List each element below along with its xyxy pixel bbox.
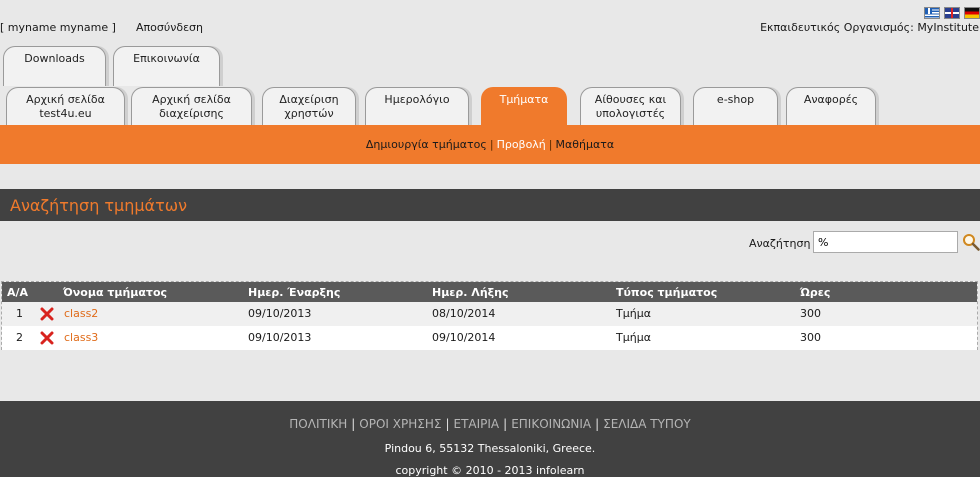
submenu-lessons[interactable]: Μαθήματα — [555, 138, 615, 151]
logout-link[interactable]: Αποσύνδεση — [136, 21, 203, 34]
user-name-link[interactable]: [ myname myname ] — [0, 21, 116, 34]
submenu-view[interactable]: Προβολή — [496, 138, 546, 151]
delete-icon[interactable] — [40, 307, 54, 321]
tab-user-management[interactable]: Διαχείριση χρηστών — [262, 87, 356, 125]
title-bar — [0, 189, 980, 221]
footer-address: Pindou 6, 55132 Thessaloniki, Greece. — [384, 442, 596, 455]
footer-link-policy[interactable]: ΠΟΛΙΤΙΚΗ — [289, 417, 348, 431]
tab-rooms-computers[interactable]: Αίθουσες και υπολογιστές — [580, 87, 681, 125]
col-header-end[interactable]: Ημερ. Λήξης — [432, 286, 509, 299]
col-header-number[interactable]: Α/Α — [7, 286, 29, 299]
col-header-start[interactable]: Ημερ. Έναρξης — [248, 286, 341, 299]
start-date: 09/10/2013 — [248, 307, 312, 320]
greek-flag-icon[interactable] — [924, 7, 940, 19]
col-header-name[interactable]: Όνομα τμήματος — [63, 286, 168, 299]
submenu-create-class[interactable]: Δημιουργία τμήματος — [365, 138, 487, 151]
footer — [0, 401, 980, 477]
search-input[interactable] — [813, 231, 958, 253]
search-icon[interactable] — [962, 233, 980, 251]
tab-eshop[interactable]: e-shop — [693, 87, 778, 125]
tab-classes[interactable]: Τμήματα — [481, 87, 567, 126]
tab-reports[interactable]: Αναφορές — [786, 87, 876, 125]
class-type: Τμήμα — [616, 307, 651, 320]
hours: 300 — [800, 331, 821, 344]
row-number: 2 — [16, 331, 23, 344]
table-row — [2, 326, 977, 350]
start-date: 09/10/2013 — [248, 331, 312, 344]
class-type: Τμήμα — [616, 331, 651, 344]
footer-link-company[interactable]: ΕΤΑΙΡΙΑ — [453, 417, 500, 431]
footer-links: ΠΟΛΙΤΙΚΗ | ΟΡΟΙ ΧΡΗΣΗΣ | ΕΤΑΙΡΙΑ | ΕΠΙΚΟΙΝΩΝΙΑ | ΣΕΛΙΔΑ ΤΥΠΟΥ — [289, 417, 691, 431]
table-row — [2, 302, 977, 326]
submenu: Δημιουργία τμήματος | Προβολή | Μαθήματα — [365, 138, 615, 151]
search-label: Αναζήτηση — [749, 237, 811, 250]
footer-copyright: copyright © 2010 - 2013 infolearn — [395, 464, 585, 477]
footer-link-press[interactable]: ΣΕΛΙΔΑ ΤΥΠΟΥ — [603, 417, 691, 431]
table-header — [2, 282, 977, 302]
footer-link-contact[interactable]: ΕΠΙΚΟΙΝΩΝΙΑ — [511, 417, 592, 431]
delete-icon[interactable] — [40, 331, 54, 345]
submenu-bar — [0, 125, 980, 164]
tab-contact[interactable]: Επικοινωνία — [113, 46, 220, 86]
classes-table — [1, 281, 978, 350]
tab-home-test4u[interactable]: Αρχική σελίδα test4u.eu — [6, 87, 125, 125]
english-flag-icon[interactable] — [944, 7, 960, 19]
tab-downloads[interactable]: Downloads — [3, 46, 106, 86]
hours: 300 — [800, 307, 821, 320]
class-name-link[interactable]: class3 — [64, 331, 99, 344]
col-header-hours[interactable]: Ώρες — [800, 286, 831, 299]
tab-calendar[interactable]: Ημερολόγιο — [365, 87, 469, 125]
tab-admin-home[interactable]: Αρχική σελίδα διαχείρισης — [131, 87, 252, 125]
row-number: 1 — [16, 307, 23, 320]
class-name-link[interactable]: class2 — [64, 307, 99, 320]
col-header-type[interactable]: Τύπος τμήματος — [616, 286, 718, 299]
page-title: Αναζήτηση τμημάτων — [10, 196, 188, 215]
end-date: 09/10/2014 — [432, 331, 496, 344]
german-flag-icon[interactable] — [964, 7, 980, 19]
footer-link-terms[interactable]: ΟΡΟΙ ΧΡΗΣΗΣ — [359, 417, 442, 431]
end-date: 08/10/2014 — [432, 307, 496, 320]
organization-label: Εκπαιδευτικός Οργανισμός: MyInstitute — [760, 21, 979, 34]
